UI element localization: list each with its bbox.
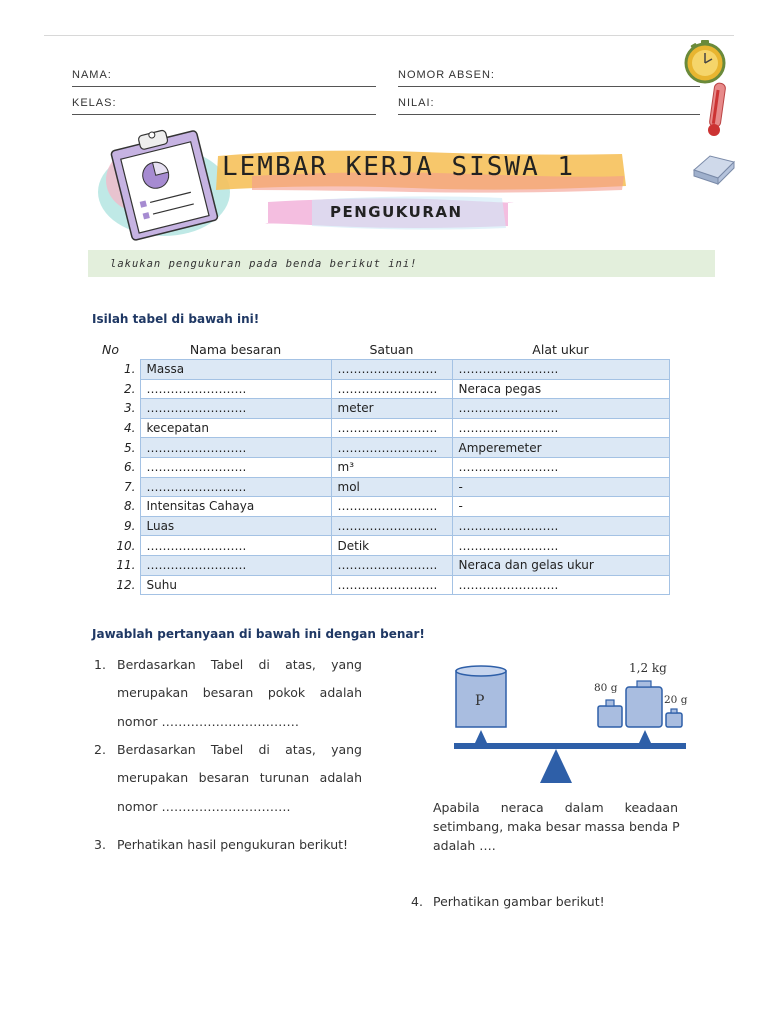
cell-no: 4.	[92, 418, 140, 438]
cell-alat-ukur: …………………….	[452, 360, 669, 380]
q1-line2: merupakan besaran pokok adalah	[117, 685, 362, 700]
cell-satuan: …………………….	[331, 360, 452, 380]
table-row	[92, 360, 669, 380]
thermometer-icon	[700, 80, 734, 138]
instruction-text: lakukan pengukuran pada benda berikut ini!	[110, 258, 418, 270]
q1-line1: Berdasarkan Tabel di atas, yang	[117, 657, 362, 672]
cell-alat-ukur: …………………….	[452, 575, 669, 595]
col-header-satuan: Satuan	[369, 342, 414, 357]
table-row	[92, 555, 669, 575]
nilai-line	[398, 114, 700, 115]
nama-label: NAMA:	[72, 69, 112, 81]
table-heading: Isilah tabel di bawah ini!	[92, 312, 260, 326]
cell-satuan: …………………….	[331, 418, 452, 438]
right-pan-support	[639, 730, 651, 743]
q3-text: Perhatikan hasil pengukuran berikut!	[117, 837, 349, 852]
cell-no: 9.	[92, 516, 140, 536]
cell-nama-besaran: Intensitas Cahaya	[140, 497, 331, 517]
table-row	[92, 575, 669, 595]
cell-alat-ukur: -	[452, 477, 669, 497]
cell-satuan: meter	[331, 399, 452, 419]
kelas-line	[72, 114, 376, 115]
cell-no: 3.	[92, 399, 140, 419]
weight-20g	[666, 709, 682, 727]
object-p-label: P	[475, 693, 485, 709]
table-row	[92, 438, 669, 458]
q2-line2: merupakan besaran turunan adalah	[117, 770, 362, 785]
cell-no: 2.	[92, 379, 140, 399]
q1-line3: nomor ……………………………	[117, 714, 300, 729]
cell-satuan: m³	[331, 457, 452, 477]
cell-no: 8.	[92, 497, 140, 517]
cell-nama-besaran: Luas	[140, 516, 331, 536]
cell-nama-besaran: …………………….	[140, 536, 331, 556]
left-pan-support	[475, 730, 487, 743]
cell-alat-ukur: Neraca pegas	[452, 379, 669, 399]
cell-no: 10.	[92, 536, 140, 556]
label-20g: 20 g	[664, 694, 688, 706]
balance-beam	[454, 743, 686, 749]
cell-satuan: …………………….	[331, 379, 452, 399]
cell-no: 11.	[92, 555, 140, 575]
table-header-row	[92, 340, 669, 360]
balance-caption-line3: adalah ….	[433, 838, 496, 853]
top-divider	[44, 35, 734, 36]
cell-satuan: mol	[331, 477, 452, 497]
worksheet-title: LEMBAR KERJA SISWA 1	[222, 152, 576, 182]
cell-nama-besaran: …………………….	[140, 438, 331, 458]
q3-number: 3.	[94, 837, 106, 852]
stopwatch-icon	[682, 38, 730, 84]
table-row	[92, 399, 669, 419]
cell-alat-ukur: …………………….	[452, 399, 669, 419]
cell-alat-ukur: Neraca dan gelas ukur	[452, 555, 669, 575]
col-header-no: No	[102, 342, 119, 358]
nilai-label: NILAI:	[398, 97, 435, 109]
table-row	[92, 477, 669, 497]
cell-alat-ukur: …………………….	[452, 536, 669, 556]
table-row	[92, 418, 669, 438]
questions-heading: Jawablah pertanyaan di bawah ini dengan benar!	[92, 627, 425, 641]
kelas-label: KELAS:	[72, 97, 117, 109]
cell-satuan: …………………….	[331, 575, 452, 595]
balance-caption-line2: setimbang, maka besar massa benda P	[433, 819, 680, 834]
cell-satuan: Detik	[331, 536, 452, 556]
digital-scale-icon	[690, 148, 736, 186]
q4-number: 4.	[411, 894, 423, 909]
table-row	[92, 497, 669, 517]
col-header-alat: Alat ukur	[532, 342, 589, 357]
cell-nama-besaran: …………………….	[140, 555, 331, 575]
q2-line1: Berdasarkan Tabel di atas, yang	[117, 742, 362, 757]
cell-nama-besaran: Massa	[140, 360, 331, 380]
cell-alat-ukur: …………………….	[452, 457, 669, 477]
q2-number: 2.	[94, 742, 106, 757]
col-header-nama: Nama besaran	[189, 342, 282, 357]
label-12kg: 1,2 kg	[629, 661, 667, 675]
cell-alat-ukur: -	[452, 497, 669, 517]
measurement-table	[92, 340, 670, 595]
table-row	[92, 457, 669, 477]
cell-no: 5.	[92, 438, 140, 458]
worksheet-subtitle: PENGUKURAN	[330, 203, 463, 221]
weight-12kg	[626, 681, 662, 727]
cell-no: 6.	[92, 457, 140, 477]
cell-satuan: …………………….	[331, 438, 452, 458]
cell-nama-besaran: …………………….	[140, 399, 331, 419]
cell-nama-besaran: …………………….	[140, 477, 331, 497]
nomor-absen-label: NOMOR ABSEN:	[398, 69, 495, 81]
label-80g: 80 g	[594, 682, 618, 694]
weight-80g	[598, 700, 622, 727]
table-row	[92, 516, 669, 536]
table-row	[92, 536, 669, 556]
nama-line	[72, 86, 376, 87]
cell-satuan: …………………….	[331, 497, 452, 517]
cell-no: 7.	[92, 477, 140, 497]
cell-satuan: …………………….	[331, 555, 452, 575]
cell-nama-besaran: …………………….	[140, 457, 331, 477]
cell-no: 12.	[92, 575, 140, 595]
object-p	[456, 666, 506, 727]
cell-alat-ukur: …………………….	[452, 418, 669, 438]
q2-line3: nomor ………………………….	[117, 799, 291, 814]
cell-nama-besaran: kecepatan	[140, 418, 331, 438]
cell-satuan: …………………….	[331, 516, 452, 536]
balance-figure	[440, 655, 700, 787]
table-row	[92, 379, 669, 399]
q4-text: Perhatikan gambar berikut!	[433, 894, 605, 909]
cell-nama-besaran: …………………….	[140, 379, 331, 399]
nomor-absen-line	[398, 86, 700, 87]
cell-nama-besaran: Suhu	[140, 575, 331, 595]
fulcrum	[540, 749, 572, 783]
cell-alat-ukur: Amperemeter	[452, 438, 669, 458]
balance-caption-line1: Apabila neraca dalam keadaan	[433, 800, 678, 815]
q1-number: 1.	[94, 657, 106, 672]
cell-no: 1.	[92, 360, 140, 380]
cell-alat-ukur: …………………….	[452, 516, 669, 536]
